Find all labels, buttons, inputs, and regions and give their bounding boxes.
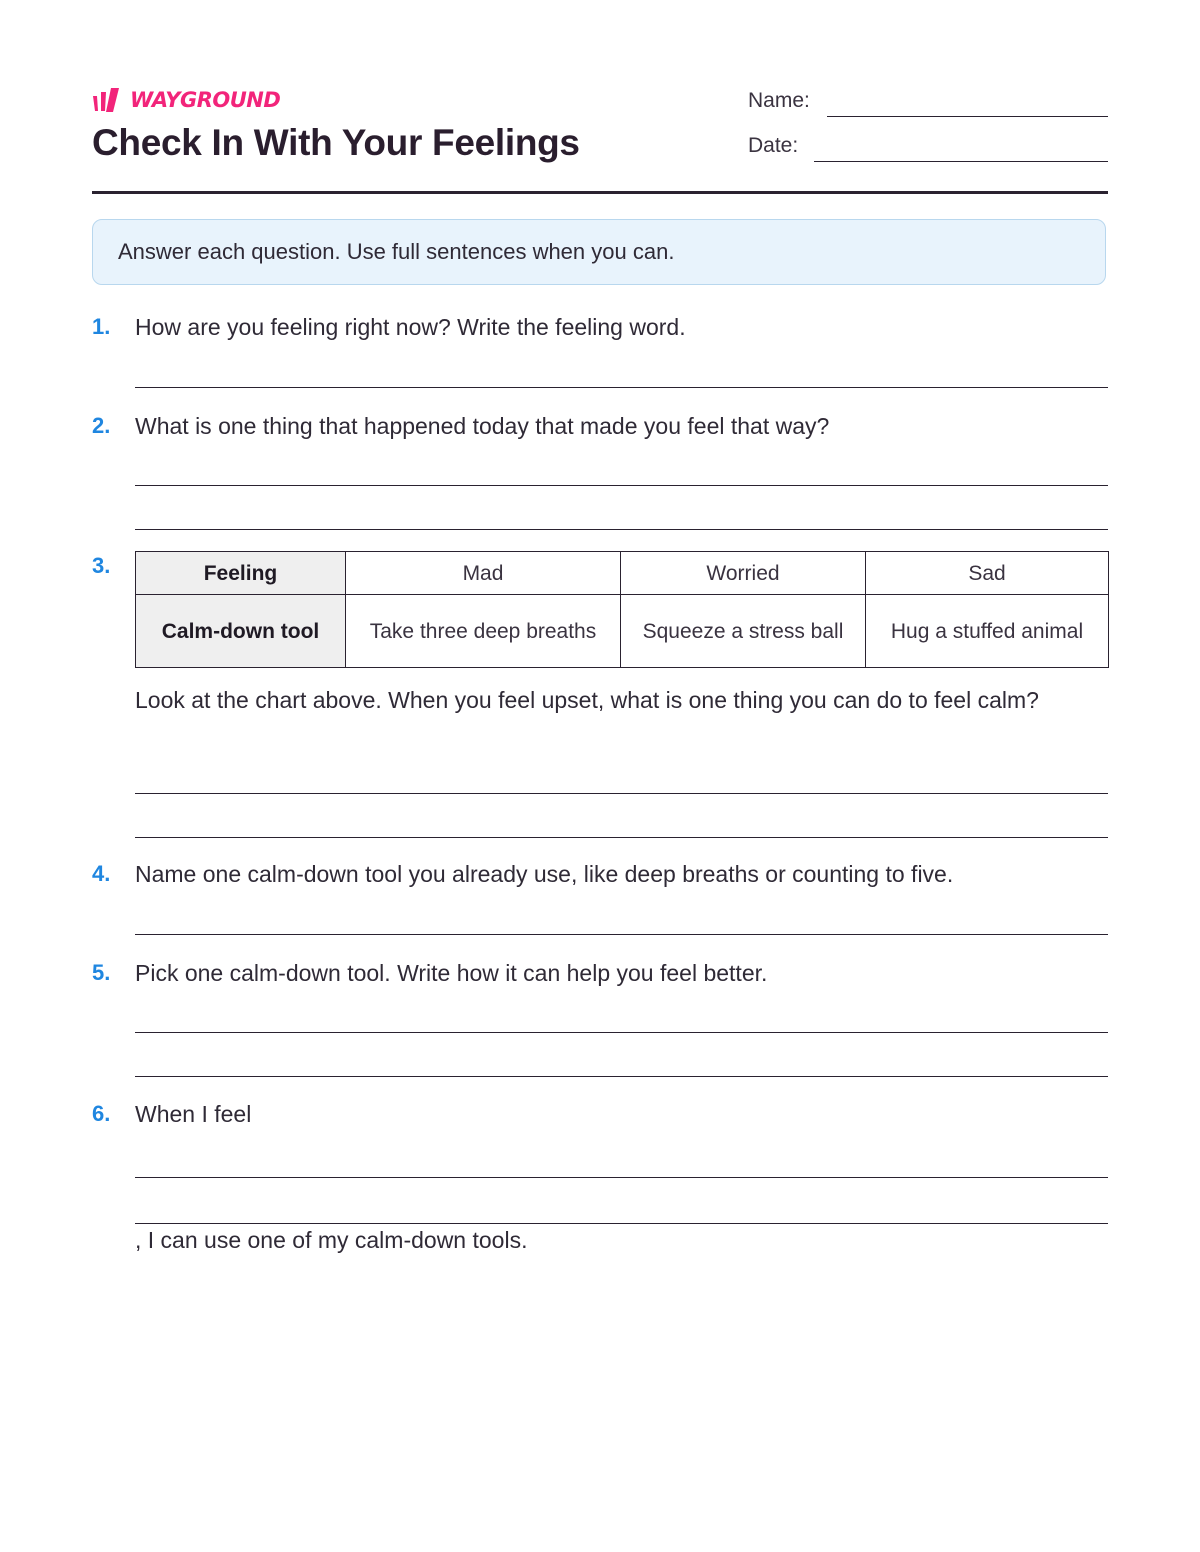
page-title: Check In With Your Feelings (92, 122, 580, 163)
worksheet-page (92, 0, 1108, 1552)
answer-line[interactable] (135, 387, 1108, 388)
question-number: 6. (92, 1101, 111, 1126)
answer-line[interactable] (135, 837, 1108, 838)
answer-line[interactable] (135, 1032, 1108, 1033)
sentence-ending-text: , I can use one of my calm-down tools. (135, 1227, 528, 1253)
table-row (136, 552, 1109, 595)
question-text: What is one thing that happened today that made you feel that way? (135, 413, 830, 439)
brand-name: WAYGROUND (130, 88, 281, 112)
row-header-feeling: Feeling (136, 552, 346, 595)
answer-line[interactable] (135, 934, 1108, 935)
name-field[interactable] (827, 116, 1108, 117)
row-header-calm-down-tool: Calm-down tool (136, 595, 346, 668)
answer-line[interactable] (135, 1076, 1108, 1077)
answer-line[interactable] (135, 485, 1108, 486)
wayground-logo-icon (92, 87, 126, 113)
header-divider (92, 191, 1108, 194)
calm-down-chart (135, 551, 1109, 668)
question-text: Pick one calm-down tool. Write how it can help you feel better. (135, 960, 768, 986)
table-cell: Hug a stuffed animal (866, 595, 1109, 668)
question-text: When I feel (135, 1101, 252, 1127)
instructions-box (92, 219, 1106, 285)
question-text: Name one calm-down tool you already use, like deep breaths or counting to five. (135, 861, 954, 887)
question-text: Look at the chart above. When you feel upset, what is one thing you can do to feel calm? (135, 687, 1039, 713)
answer-line[interactable] (135, 529, 1108, 530)
answer-line[interactable] (135, 1177, 1108, 1178)
table-cell: Worried (621, 552, 866, 595)
question-number: 3. (92, 553, 111, 578)
table-cell: Sad (866, 552, 1109, 595)
question-number: 4. (92, 861, 111, 886)
table-cell: Take three deep breaths (346, 595, 621, 668)
instructions-text: Answer each question. Use full sentences when you can. (118, 239, 675, 264)
question-number: 2. (92, 413, 111, 438)
answer-line[interactable] (135, 793, 1108, 794)
question-text: How are you feeling right now? Write the feeling word. (135, 314, 686, 340)
brand-logo (92, 86, 280, 114)
table-cell: Mad (346, 552, 621, 595)
question-number: 5. (92, 960, 111, 985)
name-label: Name: (748, 89, 810, 112)
table-row (136, 595, 1109, 668)
date-field[interactable] (814, 161, 1108, 162)
question-number: 1. (92, 314, 111, 339)
table-cell: Squeeze a stress ball (621, 595, 866, 668)
date-label: Date: (748, 134, 799, 157)
